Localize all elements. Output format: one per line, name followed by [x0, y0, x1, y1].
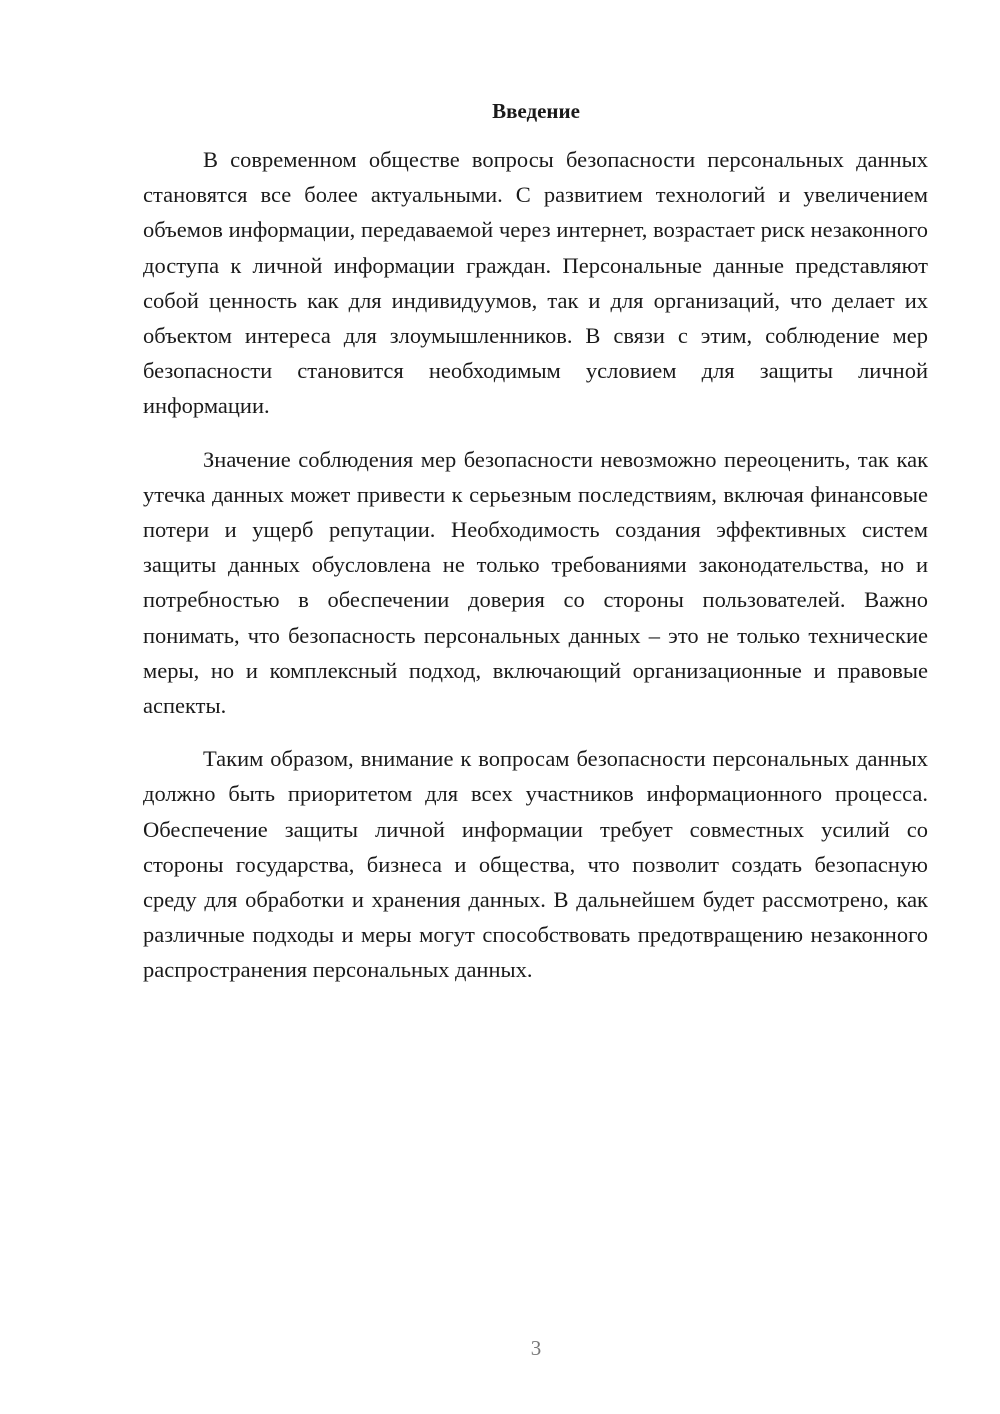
- page-title: Введение: [492, 99, 580, 123]
- paragraph-2: Значение соблюдения мер безопасности невозможно переоценить, так как утечка данных может привести к серьезным последствиям, включая финансовые потери и ущерб репутации. Необходимость создания эффективных систем защиты данных обусловлена не только требованиями законодательства, но и потребностью в обеспечении доверия со стороны пользователей. Важно понимать, что безопасность персональных данных – это не только технические меры, но и комплексный подход, включающий организационные и правовые аспекты.: [143, 446, 928, 719]
- paragraph-1: В современном обществе вопросы безопасности персональных данных становятся все более актуальными. С развитием технологий и увеличением объемов информации, передаваемой через интернет, возрастает риск незаконного доступа к личной информации граждан. Персональные данные представляют собой ценность как для индивидуумов, так и для организаций, что делает их объектом интереса для злоумышленников. В связи с этим, соблюдение мер безопасности становится необходимым условием для защиты личной информации.: [143, 147, 928, 419]
- paragraph-3: Таким образом, внимание к вопросам безопасности персональных данных должно быть приоритетом для всех участников информационного процесса. Обеспечение защиты личной информации требует совместных усилий со стороны государства, бизнеса и общества, что позволит создать безопасную среду для обработки и хранения данных. В дальнейшем будет рассмотрено, как различные подходы и меры могут способствовать предотвращению незаконного распространения персональных данных.: [143, 746, 928, 983]
- document-body: [143, 142, 928, 1006]
- page-number: 3: [530, 1336, 542, 1360]
